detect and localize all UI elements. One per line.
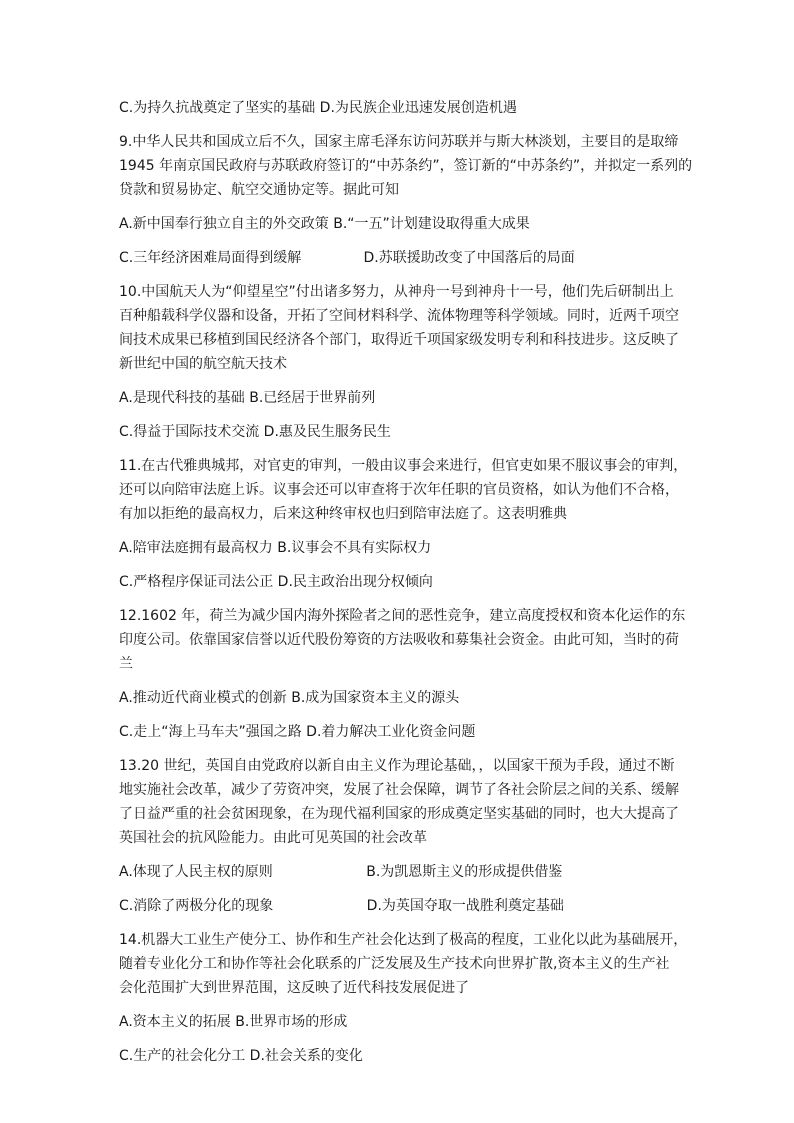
q11-stem-line: 11.在古代雅典城邦，对官吏的审判，一般由议事会来进行，但官吏如果不服议事会的审判， (119, 458, 688, 474)
q11-option-cd: C.严格程序保证司法公正 D.民主政治出现分权倾向 (119, 574, 433, 590)
q13-stem (119, 754, 679, 850)
q9-option-ab: A.新中国奉行独立自主的外交政策 B.“一五”计划建设取得重大成果 (119, 216, 530, 232)
q12-stem-line: 印度公司。依靠国家信誉以近代股份筹资的方法吸收和募集社会资金。由此可知，当时的荷 (119, 632, 679, 648)
q9-option-cd: C.三年经济困难局面得到缓解 D.苏联援助改变了中国落后的局面 (119, 250, 575, 266)
q13-option-cd: C.消除了两极分化的现象 D.为英国夺取一战胜利奠定基础 (119, 898, 564, 914)
q10-stem-line: 间技术成果已移植到国民经济各个部门，取得近千项国家级发明专利和科技进步。这反映了 (119, 332, 679, 348)
q10-option-cd: C.得益于国际技术交流 D.惠及民生服务民生 (119, 424, 391, 440)
q9-stem-line: 9.中华人民共和国成立后不久，国家主席毛泽东访问苏联并与斯大林淡划，主要目的是取缔 (119, 134, 679, 150)
q13-stem-line: 13.20 世纪，英国自由党政府以新自由主义作为理论基础，，以国家干预为手段，通过不断 (119, 758, 675, 774)
q12-option-cd: C.走上“海上马车夫”强国之路 D.着力解决工业化资金问题 (119, 724, 476, 740)
q10-stem-line: 百种船载科学仪器和设备，开拓了空间材料科学、流体物理等科学领域。同时，近两千项空 (119, 308, 679, 324)
q9-stem-line: 贷款和贸易协定、航空交通协定等。据此可知 (119, 182, 399, 198)
q11-stem-line: 还可以向陪审法庭上诉。议事会还可以审查将于次年任职的官员资格，如认为他们不合格， (119, 482, 679, 498)
q13-option-ab: A.体现了人民主权的原则 B.为凯恩斯主义的形成提供借鉴 (119, 864, 563, 880)
q11-stem-line: 有加以拒绝的最高权力，后来这种终审权也归到陪审法庭了。这表明雅典 (119, 506, 567, 522)
q13-stem-line: 地实施社会改革，减少了劳资冲突，发展了社会保障，调节了各社会阶层之间的关系、缓解 (119, 782, 679, 798)
q13-stem-line: 英国社会的抗风险能力。由此可见英国的社会改革 (119, 830, 427, 846)
q13-stem-line: 了日益严重的社会贫困现象，在为现代福利国家的形成奠定坚实基础的同时，也大大提高了 (119, 806, 679, 822)
q14-stem (119, 928, 688, 1000)
q12-option-ab: A.推动近代商业模式的创新 B.成为国家资本主义的源头 (119, 690, 460, 706)
q14-option-ab: A.资本主义的拓展 B.世界市场的形成 (119, 1014, 348, 1030)
q10-option-ab: A.是现代科技的基础 B.已经居于世界前列 (119, 390, 376, 406)
q10-stem (119, 280, 679, 376)
q14-option-cd: C.生产的社会化分工 D.社会关系的变化 (119, 1048, 363, 1064)
q9-stem-line: 1945 年南京国民政府与苏联政府签订的“中苏条约”，签订新的“中苏条约”，并拟定一系列的 (119, 158, 693, 174)
q14-stem-line: 随着专业化分工和协作等社会化联系的广泛发展及生产技术向世界扩散,资本主义的生产社 (119, 956, 670, 972)
q12-stem (119, 604, 686, 676)
q9-stem (119, 130, 693, 202)
q14-stem-line: 14.机器大工业生产使分工、协作和生产社会化达到了极高的程度，工业化以此为基础展开， (119, 932, 688, 948)
q11-option-ab: A.陪审法庭拥有最高权力 B.议事会不具有实际权力 (119, 540, 432, 556)
q12-stem-line: 兰 (119, 656, 133, 672)
q14-stem-line: 会化范围扩大到世界范围，这反映了近代科技发展促进了 (119, 980, 469, 996)
q12-stem-line: 12.1602 年，荷兰为减少国内海外探险者之间的恶性竞争，建立高度授权和资本化运作的东 (119, 608, 686, 624)
q10-stem-line: 10.中国航天人为“仰望星空”付出诸多努力，从神舟一号到神舟十一号，他们先后研制出上 (119, 284, 674, 300)
q8-option-cd: C.为持久抗战奠定了坚实的基础 D.为民族企业迅速发展创造机遇 (119, 100, 517, 116)
exam-page (119, 96, 693, 1068)
q11-stem (119, 454, 688, 526)
q10-stem-line: 新世纪中国的航空航天技术 (119, 356, 287, 372)
